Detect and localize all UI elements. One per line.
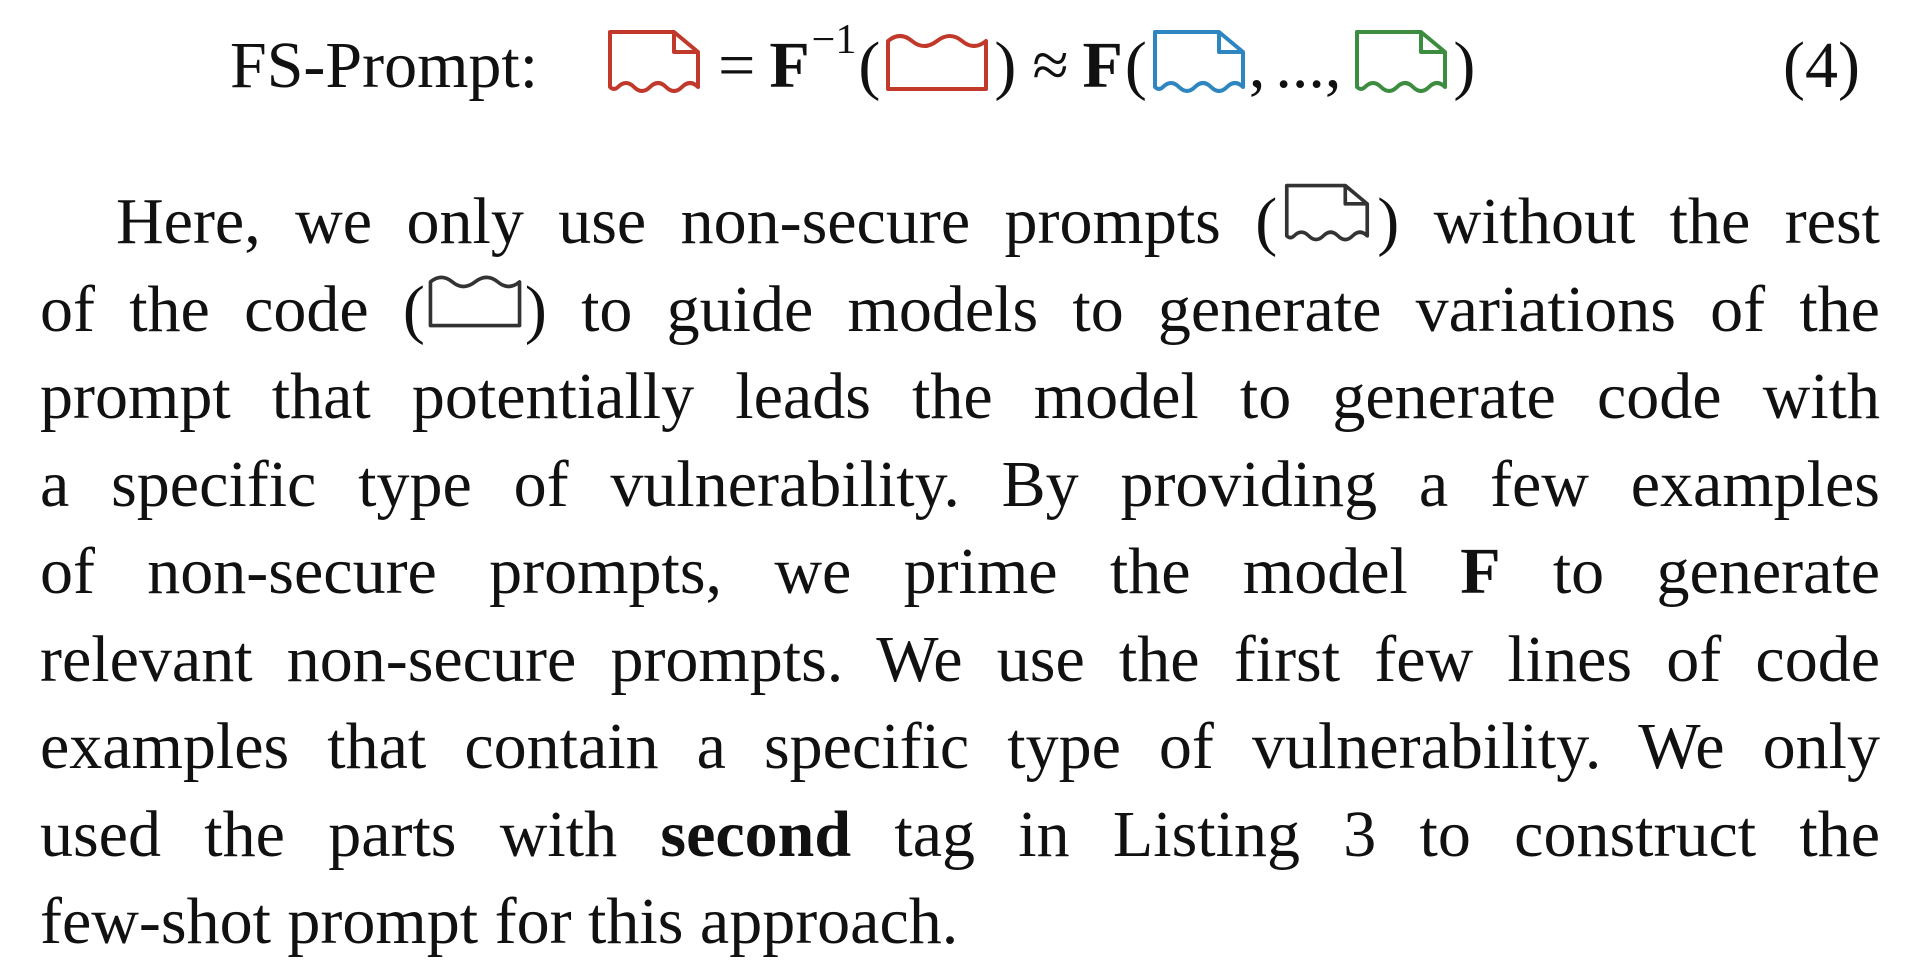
model-symbol-2: F xyxy=(1082,28,1123,102)
line5-text-post: to generate xyxy=(1500,535,1881,608)
equals-sign: = xyxy=(718,28,756,102)
paragraph-line-1 xyxy=(40,178,1880,266)
model-symbol: F xyxy=(769,28,810,102)
approx-sign: ≈ xyxy=(1032,28,1069,102)
ellipsis: ..., xyxy=(1275,28,1342,102)
paragraph-line-8 xyxy=(40,791,1880,879)
line2-text-pre: of the code ( xyxy=(40,272,425,346)
comma: , xyxy=(1248,28,1266,102)
paragraph-line-7: examples that contain a specific type of vulnerability. We only xyxy=(40,710,1880,783)
open-paren-2: ( xyxy=(1124,28,1147,102)
line5-text-pre: of non-secure prompts, we prime the model xyxy=(40,535,1461,608)
equation-fs-prompt xyxy=(230,18,1880,113)
line1-text-post: ) without the rest xyxy=(1377,185,1881,258)
gray-prompt-icon xyxy=(1277,180,1377,268)
body-paragraph xyxy=(40,178,1880,966)
blue-prompt-icon xyxy=(1149,27,1249,109)
paragraph-line-9: few-shot prompt for this approach. xyxy=(40,885,959,958)
open-paren: ( xyxy=(858,28,881,102)
line1-text-pre: Here, we only use non-secure prompts ( xyxy=(116,185,1278,258)
line8-text-pre: used the parts with xyxy=(40,797,661,871)
red-prompt-icon xyxy=(604,27,704,109)
line5-model-symbol: F xyxy=(1460,535,1501,608)
paragraph-line-5 xyxy=(40,528,1880,616)
gray-code-icon xyxy=(425,268,525,356)
line2-text-post: ) to guide models to generate variations of the xyxy=(524,272,1880,346)
paragraph-line-6: relevant non-secure prompts. We use the first few lines of code xyxy=(40,622,1880,696)
close-paren: ) xyxy=(994,28,1017,102)
close-paren-2: ) xyxy=(1453,28,1476,102)
paragraph-line-3: prompt that potentially leads the model to generate code with xyxy=(40,360,1880,433)
equation-number: (4) xyxy=(1783,28,1860,102)
inverse-exponent: −1 xyxy=(811,16,857,63)
paragraph-line-2 xyxy=(40,266,1880,354)
paragraph-line-4: a specific type of vulnerability. By providing a few examples xyxy=(40,447,1880,521)
equation-label: FS-Prompt: xyxy=(230,28,539,102)
line8-text-post: tag in Listing 3 to construct the xyxy=(851,797,1880,871)
green-prompt-icon xyxy=(1351,27,1451,109)
line8-bold-word: second xyxy=(660,797,852,871)
red-code-icon xyxy=(882,27,992,109)
